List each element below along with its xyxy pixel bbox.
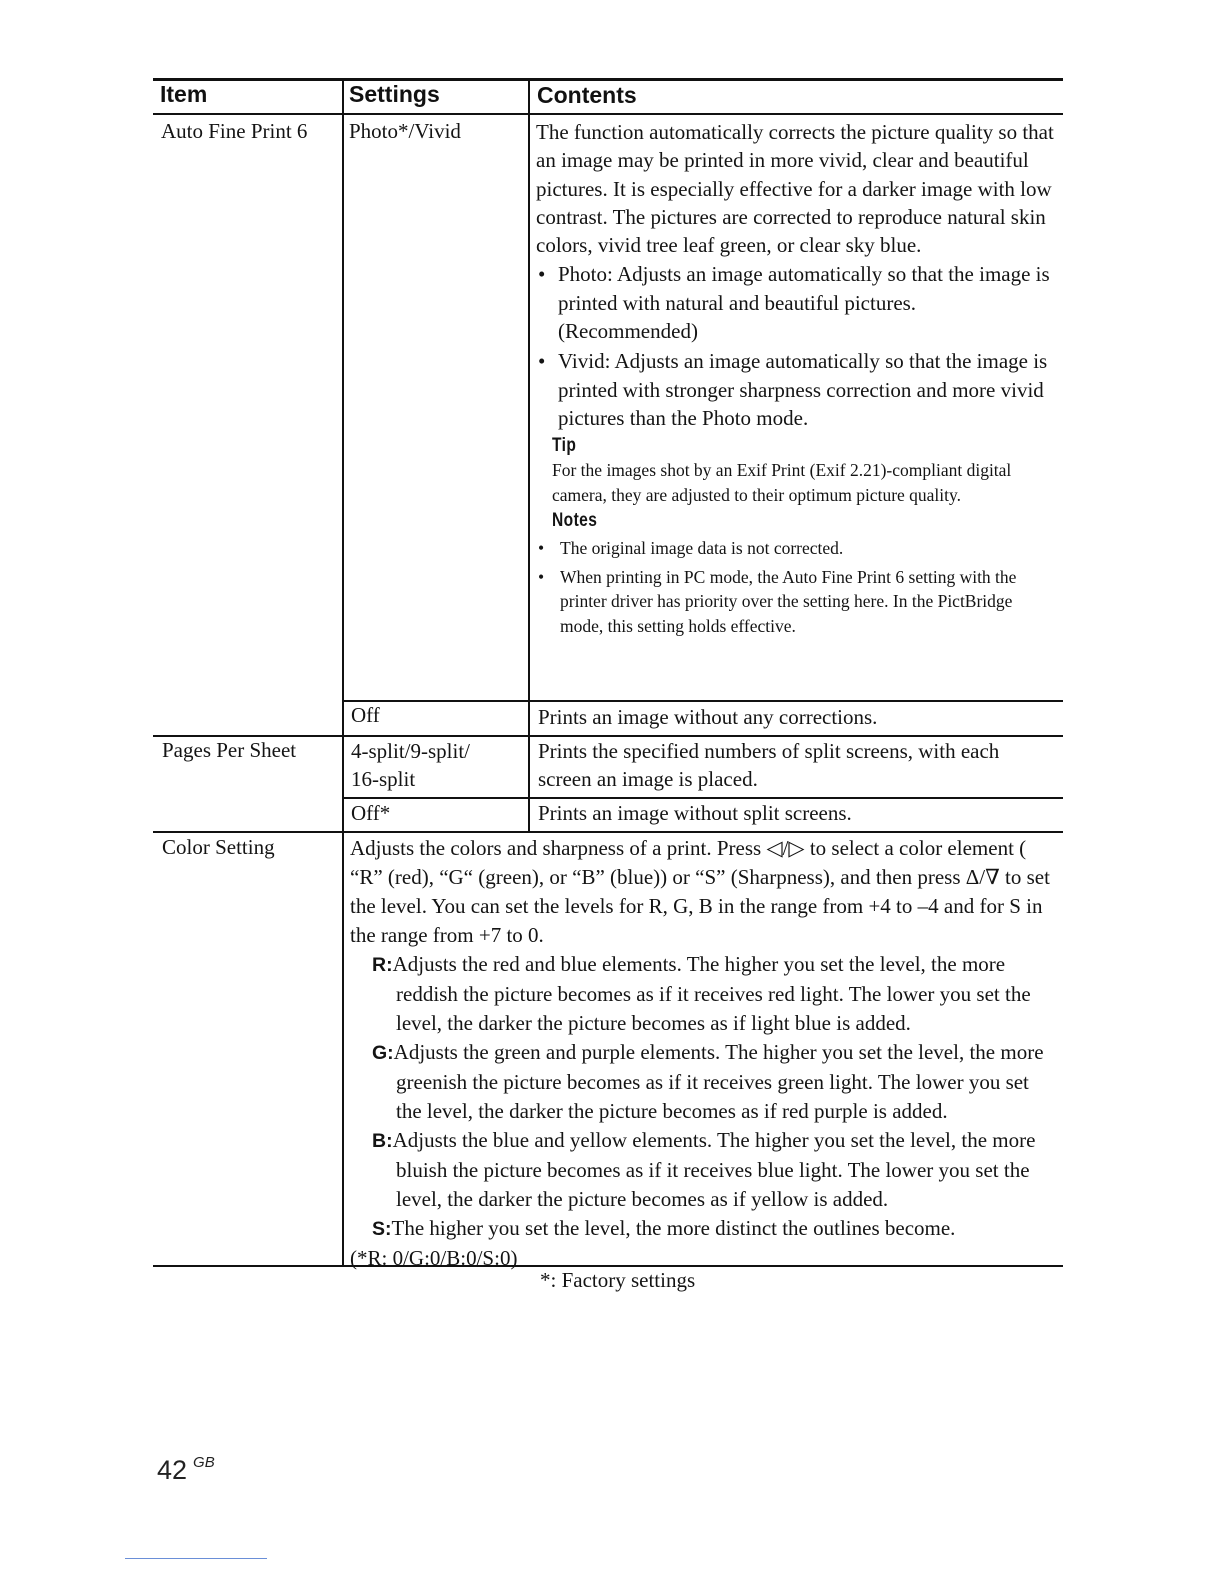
b-text: Adjusts the blue and yellow elements. The higher you set the level, the more bluish the picture becomes as if it receives blue light. The lower you set the level, the darker the picture becomes as if yellow is added. xyxy=(392,1128,1036,1211)
page-suffix: GB xyxy=(193,1454,215,1471)
r-text: Adjusts the red and blue elements. The higher you set the level, the more reddish the picture becomes as if it receives red light. The lower you set the level, the darker the picture becomes as if light blue is added. xyxy=(392,952,1031,1035)
tip-text: For the images shot by an Exif Print (Exif 2.21)-compliant digital camera, they are adjusted to their optimum picture quality. xyxy=(552,460,1012,505)
bottom-accent-rule xyxy=(125,1558,267,1559)
color-setting-contents xyxy=(350,834,1058,1273)
b-key: B: xyxy=(372,1130,393,1152)
s-adjustment xyxy=(372,1214,1058,1244)
row-rule-color xyxy=(153,831,1063,833)
off-star-contents: Prints an image without split screens. xyxy=(538,801,852,825)
page-number xyxy=(157,1454,215,1486)
note-2: • When printing in PC mode, the Auto Fine Print 6 setting with the printer driver has priority over the setting here. In the PictBridge mode, this setting holds effective. xyxy=(536,565,1054,639)
off-contents: Prints an image without any corrections. xyxy=(538,705,878,729)
g-text: Adjusts the green and purple elements. The higher you set the level, the more greenish the picture becomes as if it receives green light. The lower you set the level, the darker the picture becomes as if red purple is added. xyxy=(393,1040,1044,1123)
item-pages-per-sheet: Pages Per Sheet xyxy=(162,738,297,762)
r-key: R: xyxy=(372,954,393,976)
bullet-photo: • Photo: Adjusts an image automatically so that the image is printed with natural and beautiful pictures. (Recommended) xyxy=(536,260,1054,345)
s-key: S: xyxy=(372,1218,392,1240)
col-divider-1 xyxy=(342,78,344,1266)
note-1: • The original image data is not corrected. xyxy=(536,536,1054,561)
split-contents: Prints the specified numbers of split screens, with each screen an image is placed. xyxy=(538,739,1000,792)
factory-settings-footnote: *: Factory settings xyxy=(540,1268,696,1292)
item-color-setting: Color Setting xyxy=(162,835,275,859)
setting-off: Off xyxy=(351,703,380,727)
header-contents: Contents xyxy=(537,82,637,108)
setting-split: 4-split/9-split/ 16-split xyxy=(351,739,471,791)
g-key: G: xyxy=(372,1042,394,1064)
notes-label: Notes xyxy=(552,510,598,532)
color-setting-intro: Adjusts the colors and sharpness of a print. Press ◁/▷ to select a color element ( “R” (red), “G“ (green), or “B” (blue)) or “S” (Sharpness), and then press Δ/∇ to set the level. You can set the levels for R, G, B in the range from +4 to –4 and for S in the range from +7 to 0. xyxy=(350,836,1050,947)
g-adjustment xyxy=(372,1038,1058,1126)
table-top-rule xyxy=(153,78,1063,81)
setting-off-star: Off* xyxy=(351,801,391,825)
s-text: The higher you set the level, the more distinct the outlines become. xyxy=(391,1216,956,1240)
setting-photo-vivid: Photo*/Vivid xyxy=(349,119,461,143)
row-rule-off xyxy=(343,700,1063,702)
b-adjustment xyxy=(372,1126,1058,1214)
auto-fine-print-description: The function automatically corrects the picture quality so that an image may be printed in more vivid, clear and beautiful pictures. It is especially effective for a darker image with low contrast. The pictures are corrected to reproduce natural skin colors, vivid tree leaf green, or clear sky blue. xyxy=(536,120,1054,258)
tip-label: Tip xyxy=(552,435,577,457)
col-divider-2 xyxy=(528,78,530,832)
header-bottom-rule xyxy=(153,113,1063,115)
color-defaults: (*R: 0/G:0/B:0/S:0) xyxy=(350,1246,518,1270)
item-auto-fine-print: Auto Fine Print 6 xyxy=(161,119,308,143)
auto-fine-print-contents xyxy=(536,118,1054,638)
r-adjustment xyxy=(372,950,1058,1038)
page-number-value: 42 xyxy=(157,1455,188,1485)
header-item: Item xyxy=(160,81,208,107)
bullet-vivid: • Vivid: Adjusts an image automatically so that the image is printed with stronger sharpness correction and more vivid pictures than the Photo mode. xyxy=(536,347,1054,432)
header-settings: Settings xyxy=(349,81,440,107)
